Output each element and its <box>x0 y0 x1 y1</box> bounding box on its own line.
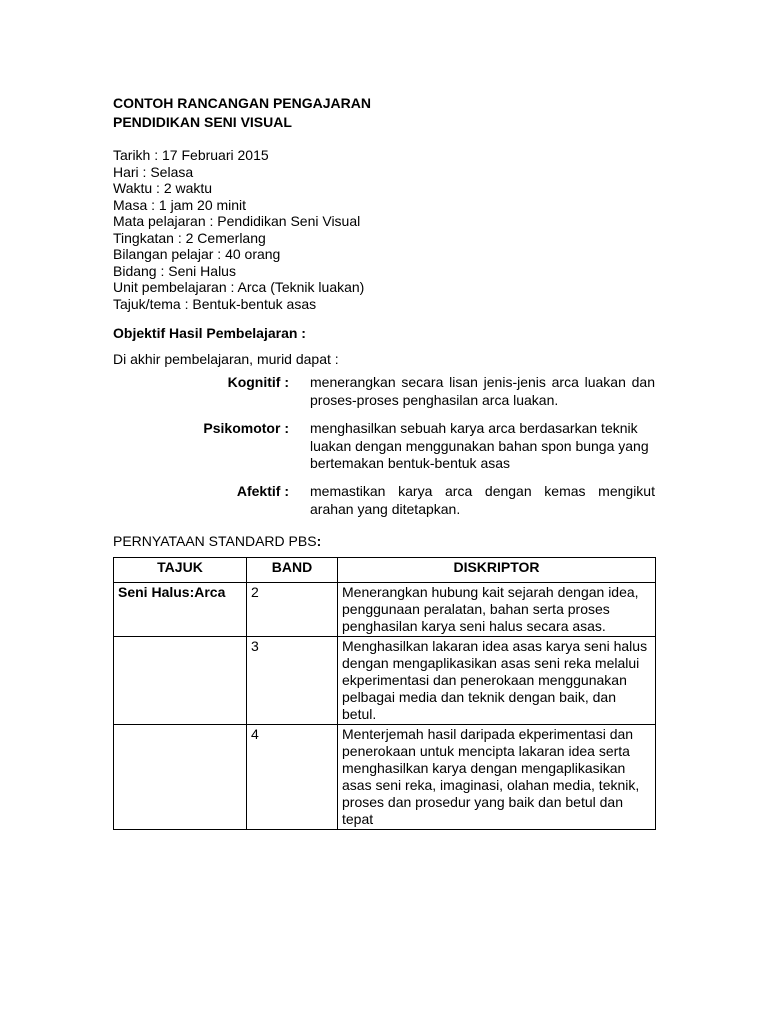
cell-band: 3 <box>247 637 338 725</box>
objective-text: menerangkan secara lisan jenis-jenis arca luakan dan proses-proses penghasilan arca luakan. <box>310 374 655 408</box>
document-title <box>113 94 371 132</box>
table-row <box>114 725 656 830</box>
objectives-intro: Di akhir pembelajaran, murid dapat : <box>113 351 339 367</box>
info-tingkatan: Tingkatan : 2 Cemerlang <box>113 229 266 246</box>
table-row <box>114 637 656 725</box>
cell-diskriptor: Menterjemah hasil daripada ekperimentasi dan penerokaan untuk mencipta lakaran idea serta menghasilkan karya dengan mengaplikasikan asas seni reka, imaginasi, olahan media, teknik, proses dan prosedur yang baik dan betul dan tepat <box>338 725 656 830</box>
title-line-2: PENDIDIKAN SENI VISUAL <box>113 114 292 130</box>
info-bilangan-pelajar: Bilangan pelajar : 40 orang <box>113 246 281 262</box>
objectives-heading: Objektif Hasil Pembelajaran : <box>113 325 306 341</box>
table-header-row <box>114 558 656 583</box>
pbs-heading-colon: : <box>316 533 322 549</box>
cell-band: 4 <box>247 725 338 830</box>
cell-band: 2 <box>247 583 338 637</box>
pbs-heading-text: PERNYATAAN STANDARD PBS <box>113 533 317 549</box>
objective-text: menghasilkan sebuah karya arca berdasarkan teknik luakan dengan menggunakan bahan spon bunga yang bertemakan bentuk-bentuk asas <box>310 420 649 471</box>
info-tarikh: Tarikh : 17 Februari 2015 <box>113 147 269 163</box>
pbs-heading <box>113 533 321 550</box>
cell-tajuk <box>114 637 247 725</box>
table-row <box>114 583 656 637</box>
header-diskriptor: DISKRIPTOR <box>338 558 656 583</box>
info-tajuk-tema: Tajuk/tema : Bentuk-bentuk asas <box>113 295 317 312</box>
info-masa: Masa : 1 jam 20 minit <box>113 196 247 213</box>
objective-text: memastikan karya arca dengan kemas mengikut arahan yang ditetapkan. <box>310 483 655 517</box>
pbs-table <box>113 557 656 830</box>
objective-label: Psikomotor : <box>203 420 289 436</box>
info-mata-pelajaran: Mata pelajaran : Pendidikan Seni Visual <box>113 213 361 229</box>
objective-label: Kognitif : <box>227 374 289 390</box>
cell-diskriptor: Menghasilkan lakaran idea asas karya seni halus dengan mengaplikasikan asas seni reka melalui ekperimentasi dan penerokaan menggunakan pelbagai media dan teknik dengan baik, dan betul. <box>338 637 656 725</box>
cell-tajuk: Seni Halus:Arca <box>114 583 247 637</box>
cell-diskriptor: Menerangkan hubung kait sejarah dengan idea, penggunaan peralatan, bahan serta proses penghasilan karya seni halus secara asas. <box>338 583 656 637</box>
info-waktu: Waktu : 2 waktu <box>113 180 213 196</box>
info-unit-pembelajaran: Unit pembelajaran : Arca (Teknik luakan) <box>113 279 365 295</box>
lesson-info <box>113 147 364 312</box>
info-hari: Hari : Selasa <box>113 163 194 180</box>
objective-label: Afektif : <box>236 483 289 499</box>
header-band: BAND <box>247 558 338 583</box>
title-line-1: CONTOH RANCANGAN PENGAJARAN <box>113 95 371 111</box>
cell-tajuk <box>114 725 247 830</box>
info-bidang: Bidang : Seni Halus <box>113 262 236 279</box>
header-tajuk: TAJUK <box>114 558 247 583</box>
